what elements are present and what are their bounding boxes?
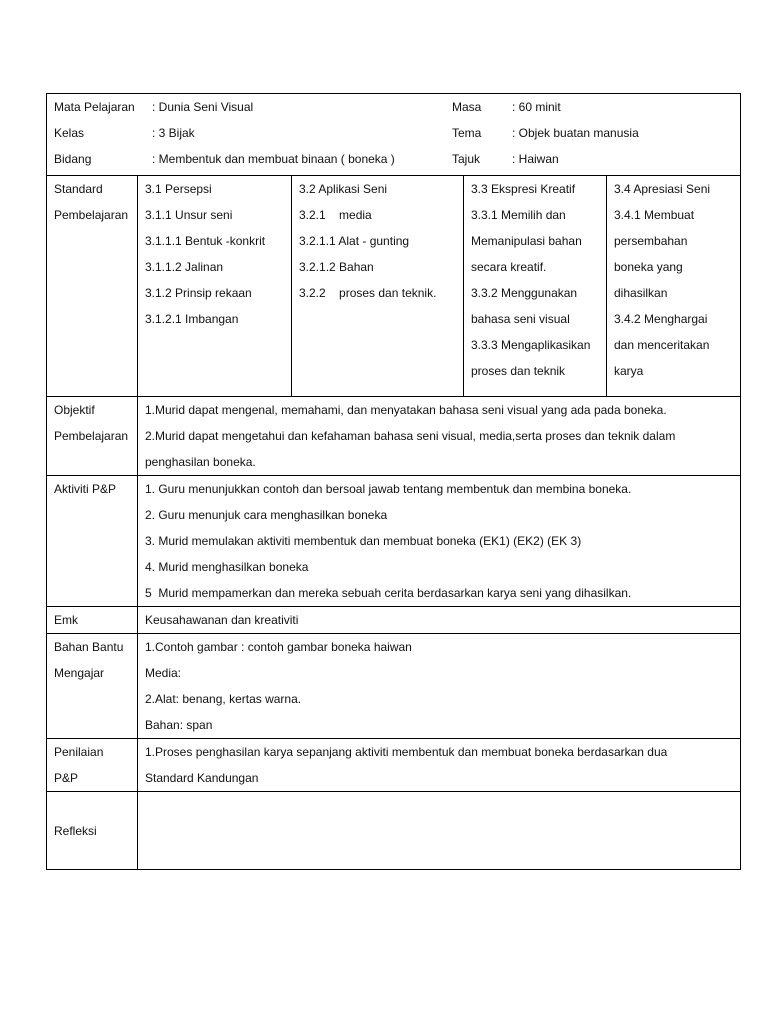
bahan-label: Bahan Bantu Mengajar	[47, 634, 138, 739]
refleksi-label: Refleksi	[47, 792, 138, 870]
aktiviti-label: Aktiviti P&P	[47, 476, 138, 607]
bahan-row	[47, 634, 741, 739]
aktiviti-row	[47, 476, 741, 607]
standard-col-ekspresi: 3.3 Ekspresi Kreatif 3.3.1 Memilih dan Memanipulasi bahan secara kreatif. 3.3.2 Menggunakan bahasa seni visual 3.3.3 Mengaplikasikan proses dan teknik	[464, 176, 607, 397]
header-label-theme: Tema	[452, 126, 482, 140]
header-value-time: : 60 minit	[512, 100, 561, 114]
header-label-field: Bidang	[54, 152, 92, 166]
emk-content: Keusahawanan dan kreativiti	[138, 607, 741, 634]
penilaian-label: Penilaian P&P	[47, 739, 138, 792]
header-row	[47, 94, 741, 176]
objektif-label: Objektif Pembelajaran	[47, 397, 138, 476]
standard-label: Standard Pembelajaran	[47, 176, 138, 397]
header-value-theme: : Objek buatan manusia	[512, 126, 639, 140]
penilaian-row	[47, 739, 741, 792]
objektif-row	[47, 397, 741, 476]
header-value-field: : Membentuk dan membuat binaan ( boneka )	[152, 152, 395, 166]
header-label-time: Masa	[452, 100, 482, 114]
header-value-topic: : Haiwan	[512, 152, 559, 166]
objektif-content: 1.Murid dapat mengenal, memahami, dan menyatakan bahasa seni visual yang ada pada boneka. 2.Murid dapat mengetahui dan kefahaman bahasa seni visual, media,serta proses dan teknik dalam penghasilan boneka.	[138, 397, 741, 476]
header-label-class: Kelas	[54, 126, 85, 140]
header-value-subject: : Dunia Seni Visual	[152, 100, 254, 114]
standard-col-apresiasi: 3.4 Apresiasi Seni 3.4.1 Membuat persembahan boneka yang dihasilkan 3.4.2 Menghargai dan menceritakan karya	[607, 176, 741, 397]
aktiviti-content: 1. Guru menunjukkan contoh dan bersoal jawab tentang membentuk dan membina boneka. 2. Guru menunjuk cara menghasilkan boneka 3. Murid memulakan aktiviti membentuk dan membuat boneka (EK1) (EK2) (EK 3) 4. Murid menghasilkan boneka 5 Murid mempamerkan dan mereka sebuah cerita berdasarkan karya seni yang dihasilkan.	[138, 476, 741, 607]
penilaian-content: 1.Proses penghasilan karya sepanjang aktiviti membentuk dan membuat boneka berdasarkan dua Standard Kandungan	[138, 739, 741, 792]
header-cell	[47, 94, 741, 176]
standard-col-aplikasi: 3.2 Aplikasi Seni 3.2.1 media 3.2.1.1 Alat - gunting 3.2.1.2 Bahan 3.2.2 proses dan teknik.	[292, 176, 464, 397]
bahan-content: 1.Contoh gambar : contoh gambar boneka haiwan Media: 2.Alat: benang, kertas warna. Bahan: span	[138, 634, 741, 739]
header-label-topic: Tajuk	[452, 152, 481, 166]
emk-row	[47, 607, 741, 634]
emk-label: Emk	[47, 607, 138, 634]
header-label-subject: Mata Pelajaran	[54, 100, 135, 114]
header-grid	[54, 94, 733, 172]
refleksi-row	[47, 792, 741, 870]
header-value-class: : 3 Bijak	[152, 126, 195, 140]
lesson-plan	[46, 93, 740, 870]
standard-row	[47, 176, 741, 397]
refleksi-content	[138, 792, 741, 870]
lesson-plan-table	[46, 93, 741, 870]
standard-col-persepsi: 3.1 Persepsi 3.1.1 Unsur seni 3.1.1.1 Bentuk -konkrit 3.1.1.2 Jalinan 3.1.2 Prinsip rekaan 3.1.2.1 Imbangan	[138, 176, 292, 397]
